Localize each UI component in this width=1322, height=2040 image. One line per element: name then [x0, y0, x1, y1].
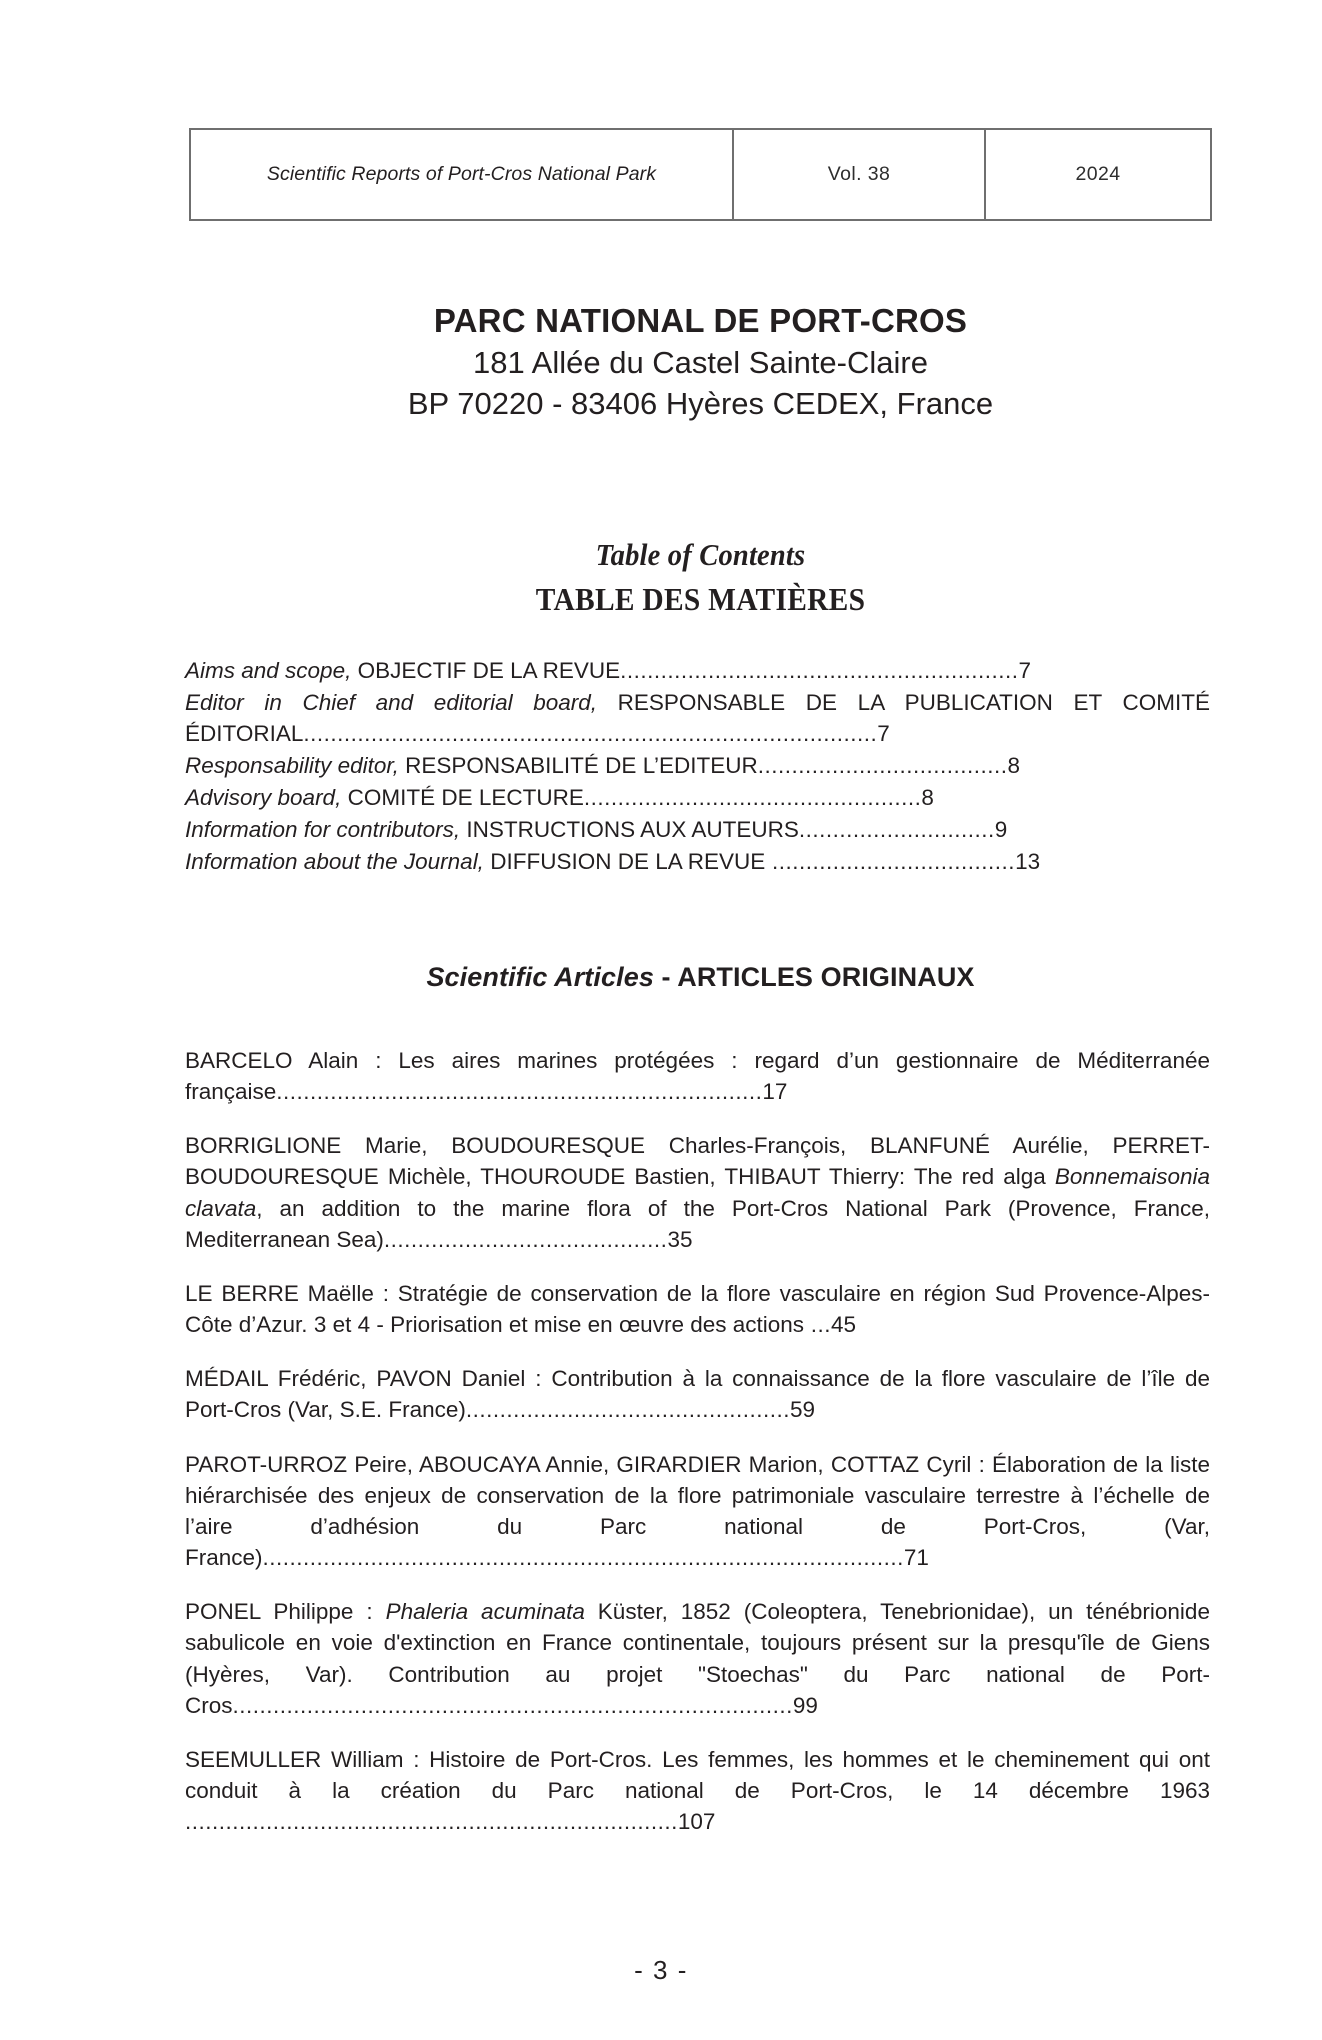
article-title-part: : Histoire de Port-Cros. Les femmes, les hommes et le cheminement qui ont conduit à la création du Parc national de Port-Cros, le 14 décembre 1963 [185, 1746, 1210, 1803]
front-matter-list [185, 655, 1210, 878]
dot-leader: .................................................. [583, 785, 922, 811]
article-authors: MÉDAIL Frédéric, PAVON Daniel [185, 1366, 526, 1392]
article-entry[interactable] [185, 1449, 1210, 1574]
toc-entry-french: RESPONSABLE DE LA PUBLICATION ET COMITÉ ÉDITORIAL [185, 690, 1210, 747]
dot-leader: ..................................................................................... [303, 721, 878, 747]
toc-heading-french: TABLE DES MATIÈRES [535, 580, 866, 617]
article-authors: LE BERRE Maëlle [185, 1280, 374, 1306]
toc-entry-english: Advisory board, [185, 785, 342, 811]
article-page: 59 [789, 1397, 815, 1423]
year-label: 2024 [1075, 163, 1121, 185]
dot-leader: ... [804, 1312, 832, 1338]
article-italic-term: Bonnemaisonia clavata [185, 1164, 1210, 1221]
articles-section-heading [189, 962, 1212, 993]
toc-entry-page: 9 [994, 817, 1008, 843]
toc-entry-french: DIFFUSION DE LA REVUE [483, 849, 766, 875]
toc-entry[interactable] [185, 846, 1210, 877]
article-entry[interactable] [185, 1278, 1210, 1340]
organization-name: PARC NATIONAL DE PORT-CROS [433, 302, 968, 339]
article-title-part: : Stratégie de conservation de la flore vasculaire en région Sud Provence-Alpes-Côte d’Azur. 3 et 4 - Priorisation et mise en œuvre des actions [185, 1280, 1211, 1338]
article-page: 17 [762, 1079, 788, 1105]
page-folio: - 3 - [634, 1955, 688, 1985]
journal-title: Scientific Reports of Port-Cros National Park [266, 163, 657, 185]
toc-heading-block [189, 536, 1212, 620]
articles-list [185, 1045, 1210, 1837]
running-head-table [189, 128, 1212, 221]
article-entry[interactable] [185, 1045, 1210, 1107]
toc-entry[interactable] [185, 655, 1210, 686]
toc-entry-page: 8 [921, 785, 934, 811]
article-entry[interactable] [185, 1744, 1210, 1837]
toc-entry-english: Responsability editor, [185, 753, 399, 779]
toc-heading-english: Table of Contents [595, 537, 806, 572]
article-title-part: : [353, 1599, 386, 1625]
toc-entry-page: 7 [877, 721, 890, 747]
article-entry[interactable] [185, 1130, 1210, 1255]
toc-entry-english: Editor in Chief and editorial board, [185, 690, 598, 716]
running-head-journal-cell [191, 130, 732, 219]
dot-leader: ............................................................................................... [262, 1545, 904, 1571]
running-head-year-cell [984, 130, 1210, 219]
dot-leader: ..................................... [757, 753, 1008, 779]
toc-entry-english: Information for contributors, [185, 817, 461, 843]
dot-leader: ............................. [798, 817, 995, 843]
article-authors: SEEMULLER William [185, 1746, 404, 1772]
articles-heading-separator: - [653, 962, 678, 992]
articles-heading-english: Scientific Articles [426, 962, 654, 992]
toc-entry[interactable] [185, 782, 1210, 813]
article-title-part: : Élaboration de la liste hiérarchisée des enjeux de conservation de la flore patrimoniale vasculaire terrestre à l’échelle de l’aire d’adhésion du Parc national de Port-Cros, (Var, France) [185, 1451, 1211, 1571]
toc-entry-page: 7 [1018, 658, 1032, 683]
address-line-2: BP 70220 - 83406 Hyères CEDEX, France [407, 386, 994, 422]
article-entry[interactable] [185, 1596, 1210, 1721]
article-title-tail: Küster, 1852 (Coleoptera, Tenebrionidae), un ténébrionide sabulicole en voie d'extinction en France continentale, toujours présent sur la presqu'île de Giens (Hyères, Var). Contribution au projet "Stoechas" du Parc national de Port-Cros [185, 1599, 1210, 1718]
dot-leader: ......................................................................... [185, 1809, 678, 1835]
masthead [189, 300, 1212, 425]
article-title-part: : Les aires marines protégées : regard d’un gestionnaire de Méditerranée française [185, 1048, 1210, 1105]
article-page: 35 [667, 1226, 693, 1252]
dot-leader: ................................................................................... [232, 1692, 793, 1718]
dot-leader: ........................................................................ [276, 1079, 763, 1105]
toc-entry-french: OBJECTIF DE LA REVUE [351, 658, 621, 683]
article-entry[interactable] [185, 1363, 1210, 1425]
article-authors: BARCELO Alain [185, 1048, 359, 1073]
toc-entry-french: RESPONSABILITÉ DE L’EDITEUR [398, 753, 758, 779]
toc-entry-french: COMITÉ DE LECTURE [341, 785, 584, 811]
toc-entry[interactable] [185, 687, 1210, 749]
article-authors: PONEL Philippe [185, 1599, 354, 1625]
article-page: 107 [677, 1809, 716, 1835]
article-title-tail: , an addition to the marine flora of the Port-Cros National Park (Provence, France, Mediterranean Sea) [185, 1195, 1210, 1252]
toc-entry-page: 8 [1007, 753, 1021, 779]
article-page: 71 [903, 1545, 929, 1571]
article-page: 99 [792, 1692, 818, 1718]
article-title-part: : Contribution à la connaissance de la flore vasculaire de l’île de Port-Cros (Var, S.E. France) [185, 1366, 1210, 1423]
toc-entry-french: INSTRUCTIONS AUX AUTEURS [460, 817, 799, 843]
dot-leader: ........................................................... [620, 658, 1019, 683]
running-head-volume-cell [732, 130, 984, 219]
article-authors: BORRIGLIONE Marie, BOUDOURESQUE Charles-François, BLANFUNÉ Aurélie, PERRET-BOUDOURESQUE Michèle, THOUROUDE Bastien, THIBAUT Thierry [185, 1133, 1210, 1190]
toc-entry-english: Information about the Journal, [185, 849, 484, 875]
article-authors: PAROT-URROZ Peire, ABOUCAYA Annie, GIRARDIER Marion, COTTAZ Cyril [185, 1451, 972, 1477]
article-page: 45 [831, 1312, 857, 1338]
toc-entry-english: Aims and scope, [185, 658, 352, 683]
toc-entry-page: 13 [1015, 849, 1041, 875]
dot-leader: .......................................... [383, 1226, 668, 1252]
toc-entry[interactable] [185, 750, 1210, 781]
articles-heading-french: ARTICLES ORIGINAUX [677, 962, 975, 992]
dot-leader: .................................... [765, 849, 1016, 875]
address-line-1: 181 Allée du Castel Sainte-Claire [473, 345, 928, 381]
dot-leader: ................................................ [465, 1397, 790, 1423]
volume-label: Vol. 38 [827, 163, 891, 185]
article-italic-term: Phaleria acuminata [385, 1599, 585, 1625]
article-title-part: : The red alga [898, 1164, 1055, 1190]
toc-entry[interactable] [185, 814, 1210, 845]
